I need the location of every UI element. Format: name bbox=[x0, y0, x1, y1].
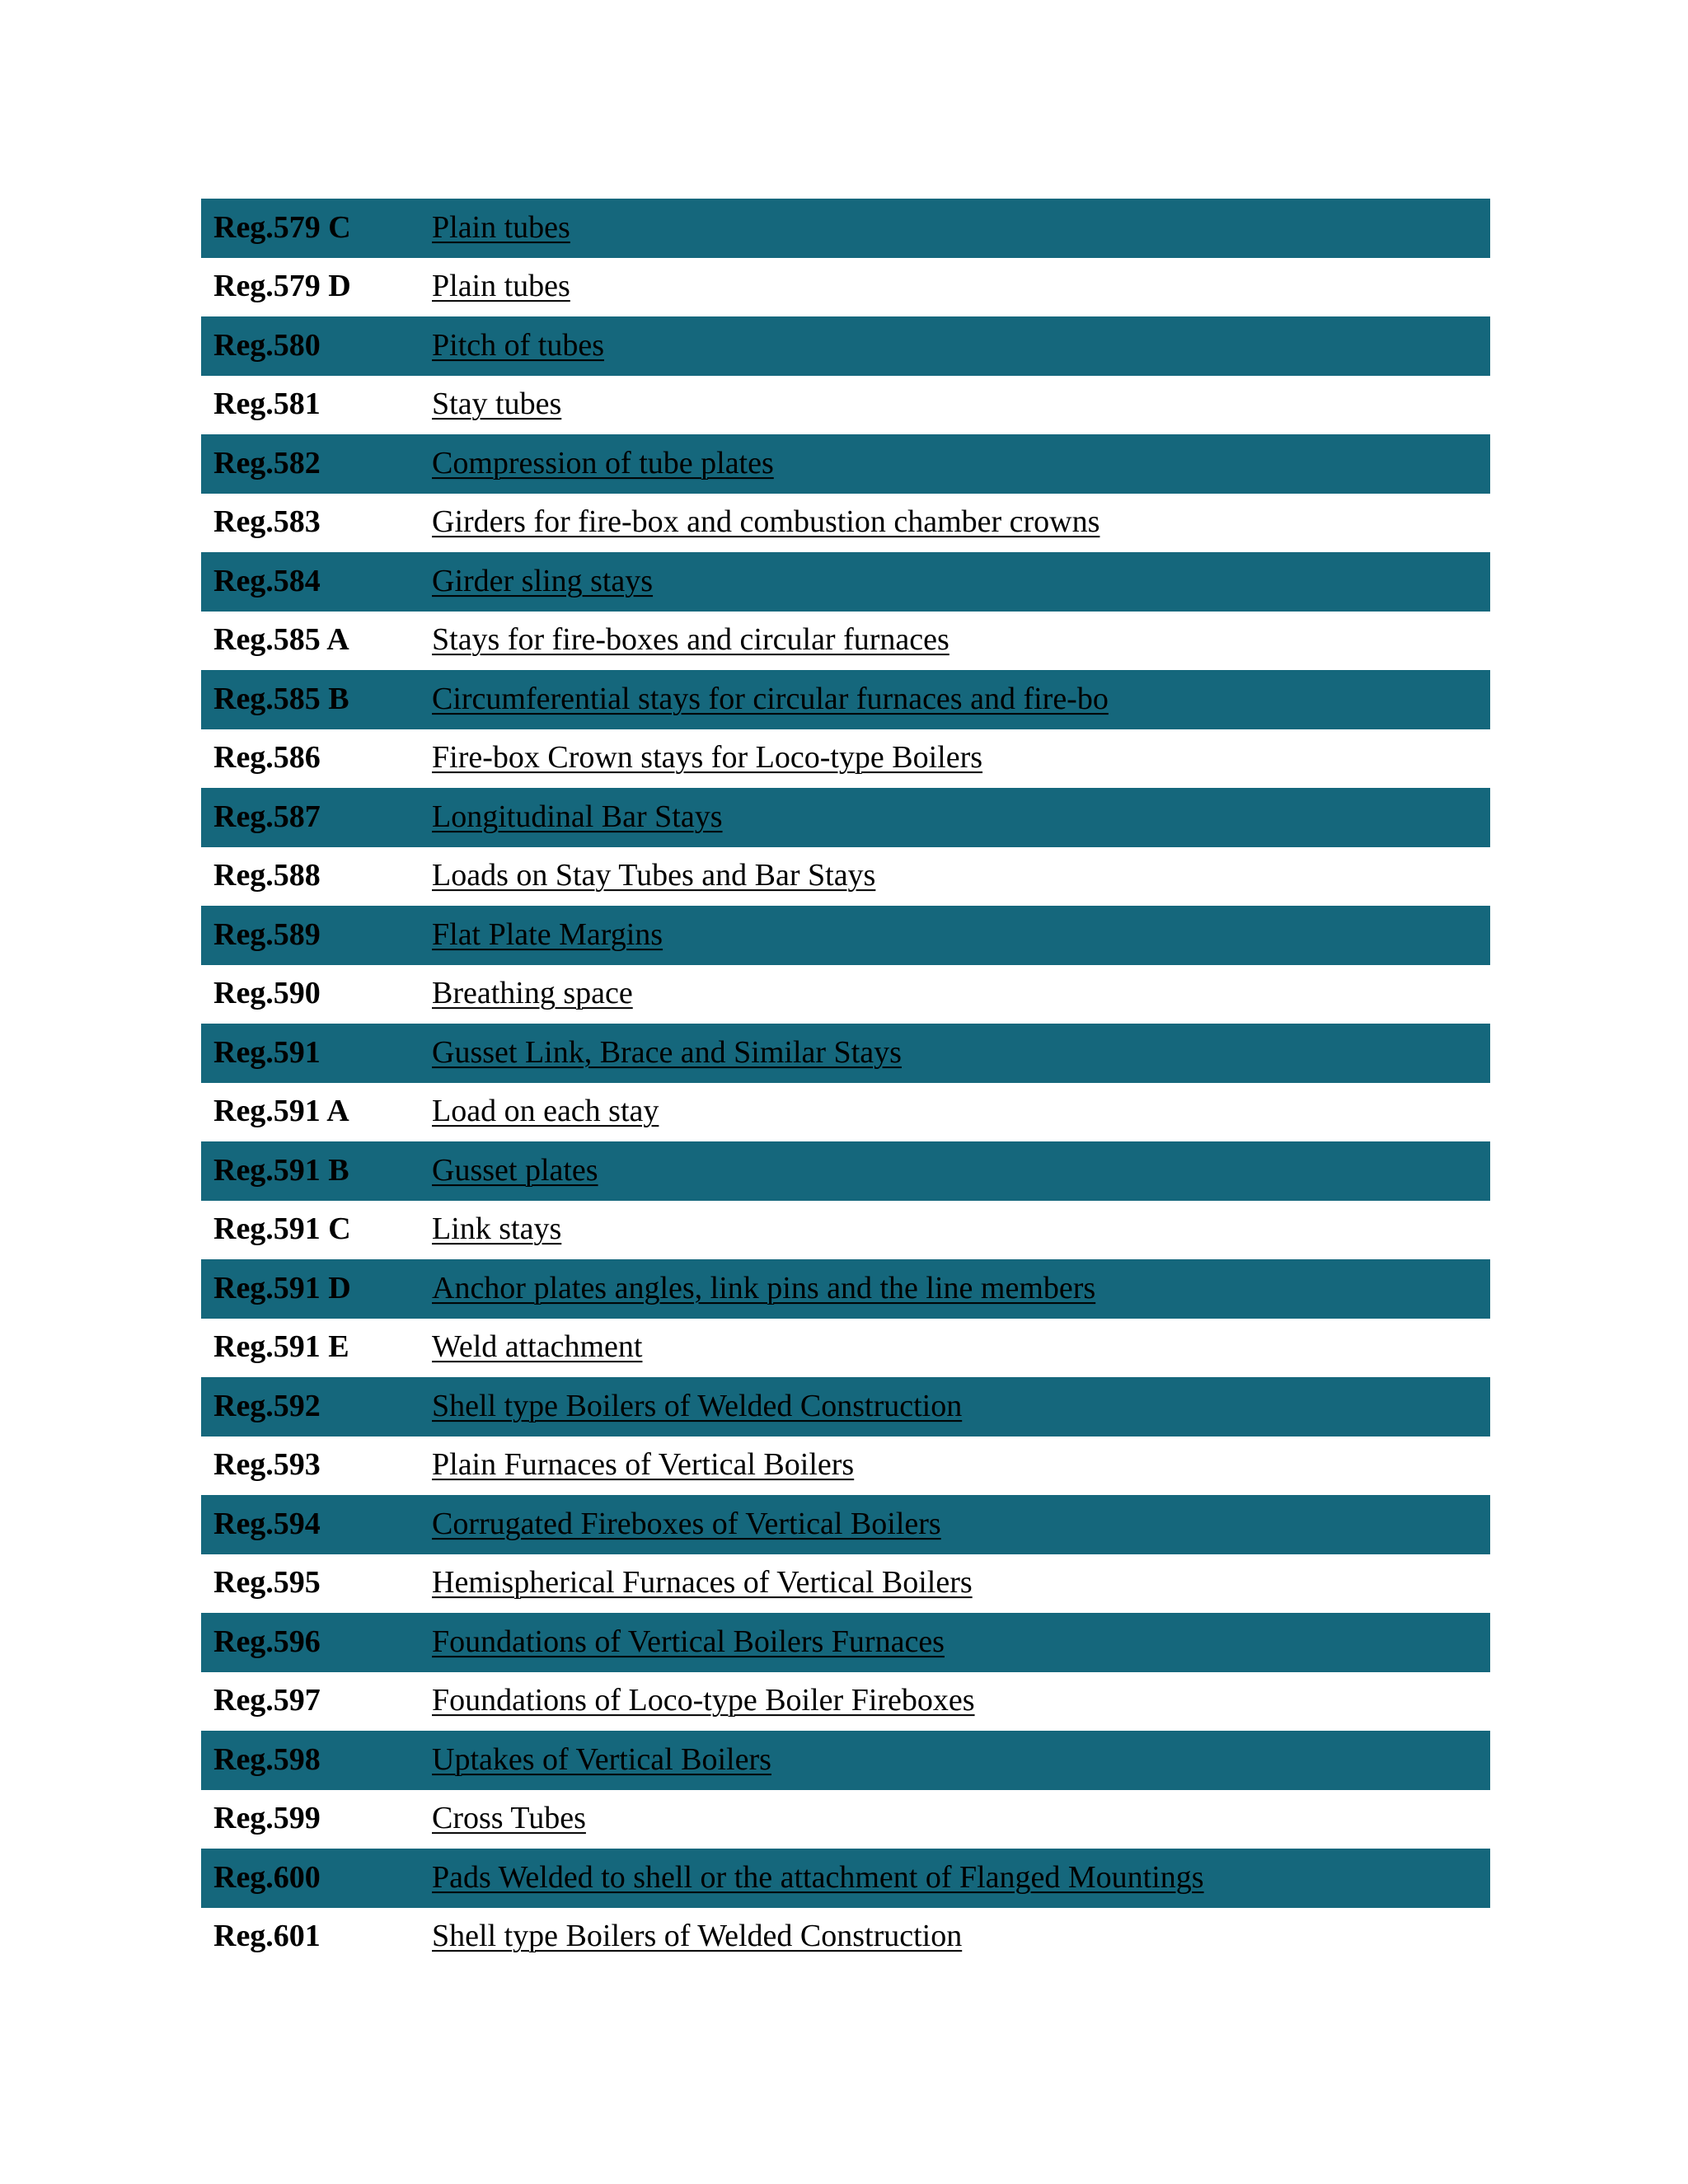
table-row bbox=[201, 1731, 1490, 1790]
table-row bbox=[201, 1495, 1490, 1554]
table-row bbox=[201, 1201, 1490, 1260]
regulation-number: Reg.591 B bbox=[213, 1152, 349, 1188]
regulation-title-link[interactable]: Foundations of Loco-type Boiler Fireboxes bbox=[432, 1683, 975, 1718]
table-row bbox=[201, 670, 1490, 729]
table-row bbox=[201, 1259, 1490, 1319]
table-row bbox=[201, 1554, 1490, 1614]
table-row bbox=[201, 965, 1490, 1024]
regulation-number: Reg.579 C bbox=[213, 209, 351, 245]
regulation-number: Reg.599 bbox=[213, 1801, 321, 1836]
regulation-title-link[interactable]: Pads Welded to shell or the attachment of Flanged Mountings bbox=[432, 1859, 1204, 1895]
regulation-title-link[interactable]: Stay tubes bbox=[432, 387, 562, 422]
table-row bbox=[201, 906, 1490, 965]
regulation-number: Reg.588 bbox=[213, 858, 321, 893]
table-row bbox=[201, 1436, 1490, 1496]
regulation-title-link[interactable]: Gusset Link, Brace and Similar Stays bbox=[432, 1034, 902, 1070]
regulation-index-table bbox=[201, 199, 1490, 1966]
regulation-number: Reg.583 bbox=[213, 504, 321, 540]
regulation-title-link[interactable]: Foundations of Vertical Boilers Furnaces bbox=[432, 1624, 945, 1659]
regulation-number: Reg.596 bbox=[213, 1624, 321, 1659]
regulation-number: Reg.579 D bbox=[213, 269, 351, 304]
table-row bbox=[201, 847, 1490, 907]
table-row bbox=[201, 1672, 1490, 1732]
regulation-number: Reg.590 bbox=[213, 976, 321, 1011]
regulation-title-link[interactable]: Longitudinal Bar Stays bbox=[432, 799, 723, 834]
table-row bbox=[201, 1319, 1490, 1378]
regulation-number: Reg.585 B bbox=[213, 681, 349, 716]
regulation-title-link[interactable]: Breathing space bbox=[432, 976, 633, 1011]
table-row bbox=[201, 199, 1490, 258]
regulation-title-link[interactable]: Link stays bbox=[432, 1212, 562, 1247]
regulation-title-link[interactable]: Load on each stay bbox=[432, 1094, 659, 1129]
regulation-title-link[interactable]: Shell type Boilers of Welded Construction bbox=[432, 1388, 963, 1423]
regulation-number: Reg.586 bbox=[213, 740, 321, 776]
regulation-number: Reg.597 bbox=[213, 1683, 321, 1718]
regulation-title-link[interactable]: Girders for fire-box and combustion chamber crowns bbox=[432, 504, 1100, 540]
regulation-number: Reg.601 bbox=[213, 1919, 321, 1954]
regulation-title-link[interactable]: Flat Plate Margins bbox=[432, 916, 663, 952]
regulation-number: Reg.580 bbox=[213, 327, 321, 363]
table-row bbox=[201, 612, 1490, 671]
regulation-number: Reg.591 D bbox=[213, 1270, 351, 1305]
regulation-number: Reg.581 bbox=[213, 387, 321, 422]
regulation-number: Reg.591 A bbox=[213, 1094, 349, 1129]
regulation-title-link[interactable]: Loads on Stay Tubes and Bar Stays bbox=[432, 858, 876, 893]
regulation-number: Reg.593 bbox=[213, 1447, 321, 1483]
regulation-title-link[interactable]: Plain Furnaces of Vertical Boilers bbox=[432, 1447, 855, 1483]
regulation-title-link[interactable]: Pitch of tubes bbox=[432, 327, 604, 363]
table-row bbox=[201, 1790, 1490, 1849]
table-row bbox=[201, 376, 1490, 435]
regulation-number: Reg.591 bbox=[213, 1034, 321, 1070]
table-row bbox=[201, 1024, 1490, 1083]
regulation-number: Reg.600 bbox=[213, 1859, 321, 1895]
regulation-number: Reg.598 bbox=[213, 1741, 321, 1777]
regulation-title-link[interactable]: Plain tubes bbox=[432, 209, 570, 245]
regulation-number: Reg.594 bbox=[213, 1506, 321, 1541]
regulation-number: Reg.592 bbox=[213, 1388, 321, 1423]
table-row bbox=[201, 494, 1490, 553]
regulation-number: Reg.591 C bbox=[213, 1212, 351, 1247]
regulation-number: Reg.585 A bbox=[213, 622, 349, 658]
table-row bbox=[201, 729, 1490, 789]
regulation-title-link[interactable]: Gusset plates bbox=[432, 1152, 598, 1188]
regulation-title-link[interactable]: Cross Tubes bbox=[432, 1801, 586, 1836]
regulation-title-link[interactable]: Uptakes of Vertical Boilers bbox=[432, 1741, 771, 1777]
regulation-number: Reg.587 bbox=[213, 799, 321, 834]
regulation-title-link[interactable]: Fire-box Crown stays for Loco-type Boilers bbox=[432, 740, 983, 776]
regulation-number: Reg.582 bbox=[213, 445, 321, 480]
regulation-title-link[interactable]: Plain tubes bbox=[432, 269, 570, 304]
table-row bbox=[201, 1613, 1490, 1672]
regulation-title-link[interactable]: Circumferential stays for circular furnaces and fire-bo bbox=[432, 681, 1109, 716]
regulation-title-link[interactable]: Girder sling stays bbox=[432, 563, 654, 598]
regulation-number: Reg.589 bbox=[213, 916, 321, 952]
regulation-title-link[interactable]: Hemispherical Furnaces of Vertical Boilers bbox=[432, 1565, 973, 1601]
table-row bbox=[201, 788, 1490, 847]
regulation-title-link[interactable]: Stays for fire-boxes and circular furnaces bbox=[432, 622, 950, 658]
table-row bbox=[201, 1849, 1490, 1908]
table-row bbox=[201, 1141, 1490, 1201]
table-row bbox=[201, 1083, 1490, 1142]
regulation-title-link[interactable]: Anchor plates angles, link pins and the line members bbox=[432, 1270, 1096, 1305]
table-row bbox=[201, 1377, 1490, 1436]
table-row bbox=[201, 552, 1490, 612]
table-row bbox=[201, 258, 1490, 317]
table-row bbox=[201, 316, 1490, 376]
regulation-title-link[interactable]: Weld attachment bbox=[432, 1329, 643, 1365]
regulation-title-link[interactable]: Compression of tube plates bbox=[432, 445, 774, 480]
regulation-number: Reg.584 bbox=[213, 563, 321, 598]
regulation-number: Reg.591 E bbox=[213, 1329, 349, 1365]
table-row bbox=[201, 434, 1490, 494]
regulation-number: Reg.595 bbox=[213, 1565, 321, 1601]
table-row bbox=[201, 1908, 1490, 1967]
regulation-title-link[interactable]: Corrugated Fireboxes of Vertical Boilers bbox=[432, 1506, 941, 1541]
regulation-title-link[interactable]: Shell type Boilers of Welded Construction bbox=[432, 1919, 963, 1954]
